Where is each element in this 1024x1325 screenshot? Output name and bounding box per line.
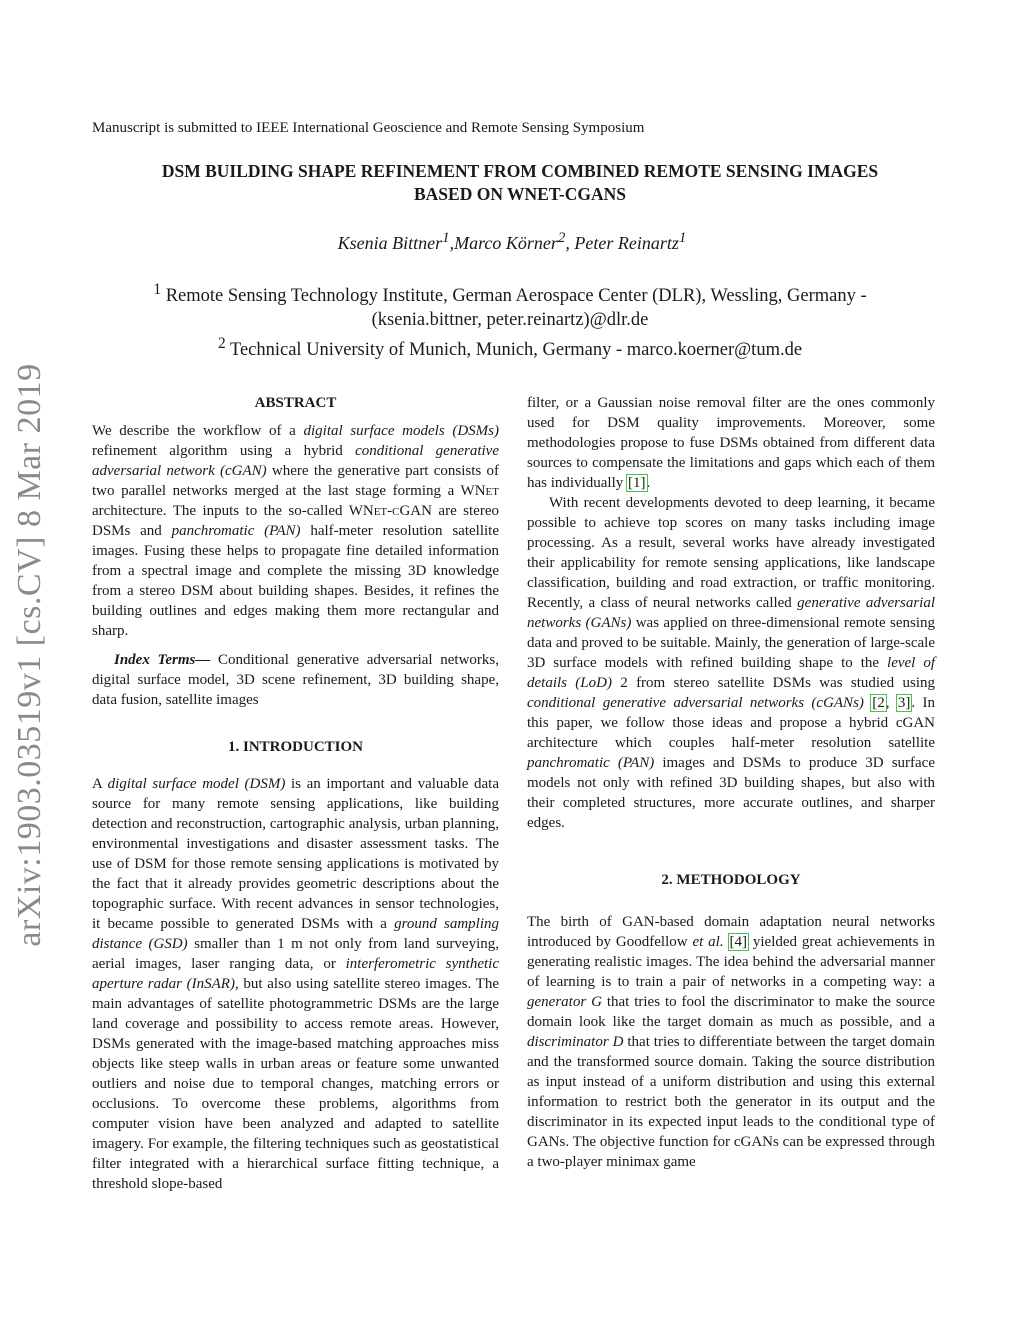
affiliation-mark: 1: [678, 230, 687, 246]
citation-link[interactable]: [1]: [628, 475, 646, 491]
math-symbol: D: [612, 1034, 624, 1050]
author-name: ,Marco Körner: [449, 233, 558, 253]
left-column: [92, 393, 499, 1194]
introduction-paragraph: A digital surface model (DSM) is an important and valuable data source for many remote sensing applications, like building detection and reconstruction, cartographic analysis, urban planning, environmental investigations and disaster assessment tasks. The use of DSM for those remote sensing applications is motivated by the fact that it already provides geometric descriptions about the topographic surface. With recent advances in sensor technologies, it became possible to generated DSMs with a ground sampling distance (GSD) smaller than 1 m not only from land surveying, aerial images, laser ranging data, or interferometric synthetic aperture radar (InSAR), but also using satellite stereo images. The main advantages of satellite photogrammetric DSMs are the large land coverage and possibility to access remote areas. However, DSMs generated with the image-based matching approaches miss objects like steep walls in urban areas or feature some unwanted outliers and noise due to temporal changes, matching errors or occlusions. To overcome these problems, algorithms from computer vision have been analyzed and adapted to satellite imagery. For example, the filtering techniques such as geostatistical filter integrated with a hierarchical surface fitting technique, a threshold slope-based: [92, 776, 500, 1192]
citation-link[interactable]: [4]: [729, 934, 747, 950]
arxiv-id: arXiv:1903.03519v1 [cs.CV] 8 Mar 2019: [11, 363, 48, 947]
title-line-1: DSM BUILDING SHAPE REFINEMENT FROM COMBINED REMOTE SENSING IMAGES: [161, 161, 879, 181]
methodology-paragraph: The birth of GAN-based domain adaptation neural networks introduced by Goodfellow et al. [4] yielded great achievements in generating realistic images. The idea behind the adversarial manner of learning is to train a pair of networks in a competing way: a generator G that tries to fool the discriminator to make the source domain look like the target domain as much as possible, and a discriminator D that tries to differentiate between the target domain and the transformed source domain. Taking the source distribution as input instead of a uniform distribution and using this external information to restrict both the generator in its output and the discriminator in its expected input leads to the conditional type of GANs. The objective function for cGANs can be expressed through a two-player minimax game: [527, 914, 936, 1170]
author-list: [0, 230, 1024, 254]
right-column: [527, 393, 935, 1172]
abstract-heading: ABSTRACT: [254, 395, 337, 411]
affiliation-1-emails: (ksenia.bittner, peter.reinartz)@dlr.de: [371, 309, 649, 330]
affiliations: [60, 278, 960, 363]
introduction-heading: 1. INTRODUCTION: [227, 739, 363, 755]
author-name: , Peter Reinartz: [565, 233, 679, 253]
citation-link[interactable]: 3]: [897, 695, 911, 711]
affiliation-mark: 1: [442, 230, 450, 246]
index-terms-label: Index Terms—: [114, 652, 211, 668]
title-line-2: BASED ON WNET-CGANS: [414, 184, 626, 204]
affiliation-1: $^1$ Remote Sensing Technology Institute, German Aerospace Center (DLR), Wessling, Germany -: [153, 281, 867, 307]
methodology-heading: 2. METHODOLOGY: [661, 872, 801, 888]
paper-title: [60, 160, 980, 206]
abstract-paragraph: We describe the workflow of a digital surface models (DSMs) refinement algorithm using a hybrid conditional generative adversarial network (cGAN) where the generative part consists of two parallel networks merged at the last stage forming a WNet architecture. The inputs to the so-called WNet-cGAN are stereo DSMs and panchromatic (PAN) half-meter resolution satellite images. Fusing these helps to propagate fine detailed information from a spectral image and complete the missing 3D knowledge from a stereo DSM about building shapes. Besides, it refines the building outlines and edges making them more rectangular and sharp.: [92, 423, 500, 639]
author-name: Ksenia Bittner: [337, 233, 443, 253]
math-symbol: G: [591, 994, 602, 1010]
affiliation-mark: 2: [557, 230, 566, 246]
citation-link[interactable]: [2: [872, 695, 885, 711]
intro-continued-paragraph: filter, or a Gaussian noise removal filter are the ones commonly used for DSM quality improvements. Moreover, some methodologies propose to fuse DSMs obtained from different data sources to compensate the limitations and gaps which each of them has individually [1].: [527, 395, 935, 491]
submission-note: Manuscript is submitted to IEEE International Geoscience and Remote Sensing Symposium: [92, 120, 645, 136]
intro-paragraph-2: With recent developments devoted to deep learning, it became possible to achieve top scores on many tasks including image processing. As a result, several works have already investigated their applicability for remote sensing applications, like landscape classification, building and road extraction, or traffic monitoring. Recently, a class of neural networks called generative adversarial networks (GANs) was applied on three-dimensional remote sensing data and proved to be suitable. Mainly, the generation of large-scale 3D surface models with refined building shape to the level of details (LoD) 2 from stereo satellite DSMs was studied using conditional generative adversarial networks (cGANs) [2, 3]. In this paper, we follow those ideas and propose a hybrid cGAN architecture which couples half-meter resolution satellite panchromatic (PAN) images and DSMs to produce 3D surface models not only with refined 3D building shapes, but also with their completed structures, more accurate outlines, and sharper edges.: [527, 495, 936, 831]
index-terms: Index Terms— Conditional generative adversarial networks, digital surface model, 3D scene refinement, 3D building shape, data fusion, satellite images: [92, 652, 500, 708]
arxiv-sidebar-stamp: [10, 350, 50, 960]
affiliation-2: $^2$ Technical University of Munich, Munich, Germany - marco.koerner@tum.de: [217, 335, 803, 361]
